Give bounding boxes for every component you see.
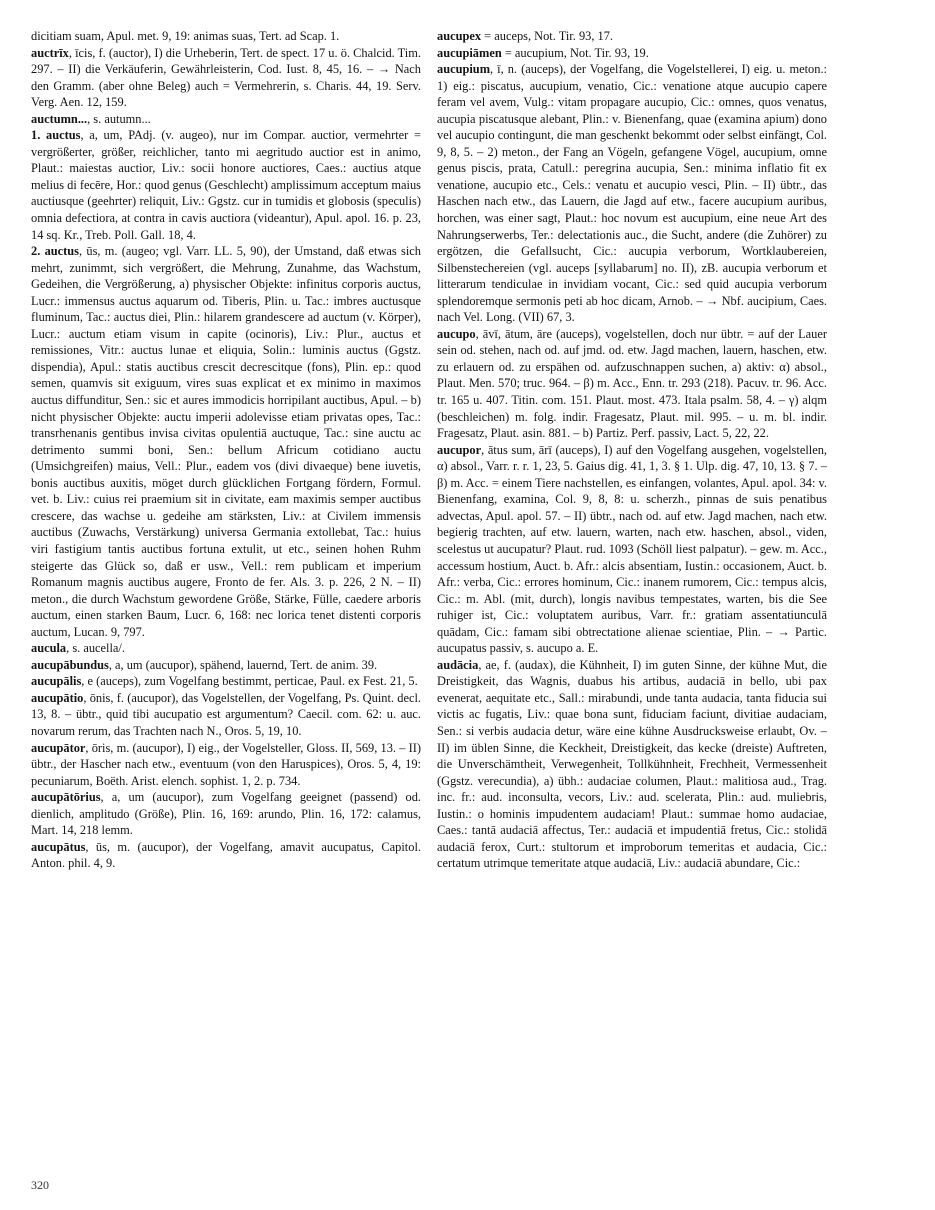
- dictionary-entry: [437, 442, 827, 657]
- dictionary-entry: [31, 45, 421, 111]
- entry-headword: 1. auctus: [31, 128, 81, 143]
- dictionary-entry: [437, 326, 827, 442]
- entry-text: , īcis, f. (auctor), I) die Urheberin, Tert. de spect. 17 u. ö. Chalcid. Tim. 297. – II) die Verkäuferin, Gewährleisterin, Cod. Iust. 8, 45, 16. – → Nach den Gramm. (aber ohne Beleg) auch = Vermehrerin, s. Charis. 44, 19. Serv. Verg. Aen. 12, 159.: [31, 45, 421, 110]
- entry-text: , s. aucella/.: [66, 641, 125, 656]
- dictionary-entry: [31, 839, 421, 872]
- entry-headword: aucupor: [437, 442, 482, 457]
- dictionary-entry: [31, 127, 421, 243]
- dictionary-entry: [31, 640, 421, 657]
- dictionary-entry: [31, 690, 421, 740]
- entry-text: , ae, f. (audax), die Kühnheit, I) im guten Sinne, der kühne Mut, die Dreistigkeit, das Wagnis, duabus his artibus, audaciā in bello, ubi pax evenerat, aequitate etc., Sall.: mirabundi, unde tanta audacia, tanta fiducia sui victis ac fugatis, Liv.: quae bona sunt, fiduciam faciunt, divitiae audaciam, Sen.: si verbis audacia detur, wäre eine kühne Ausdrucksweise erlaubt, Ov. – II) im üblen Sinne, die Keckheit, Dreistigkeit, das kecke (dreiste) Auftreten, die Unverschämtheit, Verwegenheit, Tollkühnheit, Frechheit, Vermessenheit (Ggstz. verecundia), a) übh.: audaciae columen, Plaut.: malitiosa aud., Trag. inc. fr.: aud. inconsulta, vecors, Liv.: aud. scelerata, Plin.: aud. muliebris, Iustin.: o hominis impudentem audaciam! Plaut.: summae homo audaciae, Caes.: tantā audaciā affectus, Ter.: audaciā et impudentiā fretus, Cic.: stolidā audaciā ferox, Curt.: stultorum et improborum temeritas et audacia, Cic.: certatum utrimque temeritate atque audaciā, Liv.: audaciā abundare, Cic.:: [437, 657, 827, 871]
- entry-headword: aucupātōrius: [31, 790, 101, 805]
- entry-text: , a, um (aucupor), zum Vogelfang geeignet (passend) od. dienlich, amplitudo (Größe), Plin. 16, 169: arundo, Plin. 16, 172: calamus, Mart. 14, 218 lemm.: [31, 790, 421, 838]
- entry-text: , a, um (aucupor), spähend, lauernd, Tert. de anim. 39.: [108, 657, 378, 672]
- dictionary-entry: [437, 45, 827, 62]
- entry-text: , ūs, m. (augeo; vgl. Varr. LL. 5, 90), der Umstand, daß etwas sich mehrt, zunimmt, sich vergrößert, die Mehrung, Zunahme, das Wachstum, Gedeihen, die Vergrößerung, a) physischer Objekte: infinitus corporis auctus, Lucr.: immensus auctus aquarum od. Tiberis, Plin. u. Tac.: imbres auctusque fluminum, Tac.: auctus diei, Plin.: hilarem grandescere ad auctum (v. Körper), Lucr.: auctum etiam visum in capite (ocinoris), Liv.: Plur., auctus et remissiones, Vitr.: auctus lunae et eliquia, Solin.: luminis auctus (Ggstz. dispendia), Apul.: statis auctibus crescit decrescitque (fons), Plin. ep.: quod semen, quamvis sit exiguum, vires suas explicat et ex minimo in maximos auctus diffunditur, Sen.: sic et aures immodicis horripilant auctibus, Apul. – b) nicht physischer Objekte: auctu imperii adolevisse etiam privatas opes, Tac.: transrhenanis gentibus invisa civitas opulentiā auctuque, Tac.: sine auctu ac detrimento summi boni, Sen.: bellum Africum cotidiano auctu (Umsichgreifen) maius, Vell.: Plur., eadem vos (divi divaeque) bene iuvetis, bonis auctibus auxitis, möget durch glücklichen Fortgang fördern, Formul. vet. b. Liv.: cuius rei praemium sit in civitate, eam maximis semper auctibus crescere, das wachse u. gedeihe am stärksten, Liv.: at Civilem immensis auctibus (Zuwachs, Verstärkung) universa Germania extollebat, Tac.: huius viri fastigium tantis auctibus fortuna extulit, ut etc., seinen hohen Ruhm steigerte das Glück so, daß er usw., Vell.: rem publicam et imperium Romanum magnis auctibus augere, Fronto de fer. Als. 3. p. 226, 2 N. – II) meton., die durch Wachstum gewordene Größe, Stärke, Fülle, caedere arboris auctum, einen starken Baum, Lucr. 6, 168: nec lorica tenet distenti corporis auctum, Lucan. 9, 797.: [31, 244, 421, 639]
- right-column: [437, 28, 827, 872]
- dictionary-entry: [31, 740, 421, 790]
- entry-headword: auctumn...: [31, 111, 88, 126]
- entry-text: , s. autumn...: [87, 111, 151, 126]
- dictionary-entry: [31, 657, 421, 674]
- entry-text: , ūs, m. (aucupor), der Vogelfang, amavit aucupatus, Capitol. Anton. phil. 4, 9.: [31, 839, 421, 871]
- entry-headword: aucupātus: [31, 839, 86, 854]
- dictionary-entry: [437, 61, 827, 326]
- entry-text: dicitiam suam, Apul. met. 9, 19: animas suas, Tert. ad Scap. 1.: [31, 29, 340, 43]
- dictionary-entry: [31, 28, 421, 45]
- left-column: [31, 28, 421, 872]
- entry-headword: aucupium: [437, 62, 491, 77]
- entry-text: , a, um, PAdj. (v. augeo), nur im Compar. auctior, vermehrter = vergrößerter, größer, reichlicher, tanto mi aegritudo auctior est in animo, Plaut.: maiestas auctior, Liv.: socii honore auctiores, Caes.: auctius atque melius di fecēre, Hor.: quod genus (Geschlecht) amplissimum acceptum maius auctiusque (geehrter) reliquit, Liv.: Ggstz. cur in tumidis et globosis (speculis) omnia defectiora, at contra in cavis auctiora (videantur), Apul. apol. 16. p. 23, 14 sq. Kr., Treb. Poll. Gall. 18, 4.: [31, 128, 421, 242]
- entry-text: , e (auceps), zum Vogelfang bestimmt, perticae, Paul. ex Fest. 21, 5.: [81, 674, 418, 689]
- entry-headword: audācia: [437, 657, 479, 672]
- entry-text: , ōris, m. (aucupor), I) eig., der Vogelsteller, Gloss. II, 569, 13. – II) übtr., der Hascher nach etw., eventuum (von den Haruspices), Oros. 5, 4, 19: pecuniarum, Boëth. Arist. elench. sophist. 1, 2. p. 734.: [31, 740, 421, 788]
- entry-headword: aucupātor: [31, 740, 86, 755]
- entry-headword: aucupālis: [31, 674, 82, 689]
- entry-headword: aucupiāmen: [437, 45, 502, 60]
- entry-text: , ī, n. (auceps), der Vogelfang, die Vogelstellerei, I) eig. u. meton.: 1) eig.: piscatus, aucupium, venatio, Cic.: venatione atque aucupio capere feram vel avem, Vulg.: vitam propagare aucupio, Cic.: omnes, quos venatus, aucupia piscatusque alebant, Plin.: v. Bienenfang, quae (examina apium) dono vel aucupio contingunt, die man geschenkt bekommt oder selbst einfängt, Col. 9, 8, 5. – 2) meton., der Fang an Vögeln, gefangene Vögel, aucupium, omne genus piscis, prata, Catull.: peregrina aucupia, Sen.: minima inflatio fit ex venatione, aucupio etc., Cels.: venatu et aucupio vesci, Plin. – II) übtr., das Haschen nach etw., das Lauern, die Jagd auf etw., facere aucupium auribus, horchen, was einer sagt, Plaut.: hoc novum est aucupium, eine neue Art des Nahrungserwerbs, Ter.: delectationis auc., die Sucht, andere (die Zuhörer) zu ergötzen, die Gefallsucht, Cic.: aucupia verborum, Wortklaubereien, Silbenstechereien (vgl. auceps [syllabarum] no. II), zB. aucupia verborum et litterarum tendiculae in invidiam vocant, Cic.: sed quid aucupia verborum splendoremque sermonis peti ab hoc dicam, Arnob. – → Nbf. aucipium, Caes. nach Vel. Long. (VII) 67, 3.: [437, 62, 827, 325]
- dictionary-entry: [437, 28, 827, 45]
- entry-text: = aucupium, Not. Tir. 93, 19.: [501, 45, 649, 60]
- entry-headword: aucula: [31, 641, 67, 656]
- entry-headword: aucupābundus: [31, 657, 109, 672]
- page-number: 320: [31, 1178, 49, 1192]
- dictionary-entry: [31, 111, 421, 128]
- dictionary-entry: [31, 243, 421, 640]
- entry-headword: aucupex: [437, 29, 482, 43]
- entry-headword: aucupo: [437, 326, 476, 341]
- entry-headword: 2. auctus: [31, 244, 79, 259]
- entry-headword: aucupātio: [31, 690, 84, 705]
- entry-headword: auctrīx: [31, 45, 69, 60]
- entry-text: = auceps, Not. Tir. 93, 17.: [481, 29, 614, 43]
- dictionary-entry: [31, 789, 421, 839]
- dictionary-entry: [437, 657, 827, 872]
- entry-text: , ātus sum, ārī (auceps), I) auf den Vogelfang ausgehen, vogelstellen, α) absol., Varr. r. r. 1, 23, 5. Gaius dig. 41, 1, 3. § 1. Ulp. dig. 47, 10, 13. § 7. – β) m. Acc. = einem Tiere nachstellen, es einfangen, volantes, Apul. apol. 34: v. Bienenfang, examina, Col. 9, 8, 8: u. scherzh., pinnas de suis penatibus advectas, Apul. apol. 57. – II) übtr., nach od. auf etw. Jagd machen, nach etw. begierig trachten, auf etw. lauern, warten, nach etw. haschen, absol., viden, scelestus ut aucupatur? Plaut. rud. 1093 (Schöll liest palpatur). – gew. m. Acc., accessum hostium, Auct. b. Afr.: alcis absentiam, Iustin.: occasionem, Auct. b. Afr.: verba, Cic.: errores hominum, Cic.: inanem rumorem, Cic.: tempus alcis, Cic.: m. Abl. (mit, durch), longis navibus tempestates, warten, bis die See ruhiger ist, Cic.: voluptatem auribus, Varr. fr.: gratiam assentatiunculā quādam, Cic.: famam sibi obtrectatione alienae scientiae, Plin. – → Partic. aucupatus passiv, s. aucupo a. E.: [437, 442, 827, 656]
- entry-text: , ōnis, f. (aucupor), das Vogelstellen, der Vogelfang, Ps. Quint. decl. 13, 8. – übtr., quid tibi aucupatio est argumentum? Caecil. com. 62: u. auc. novarum rerum, das Trachten nach N., Oros. 5, 19, 10.: [31, 690, 421, 738]
- entry-text: , āvī, ātum, āre (auceps), vogelstellen, doch nur übtr. = auf der Lauer sein od. stehen, nach od. auf jmd. od. etw. Jagd machen, lauern, haschen, etw. zu erlauern od. zu erspähen od. aufzuschnappen suchen, a) aktiv: α) absol., Plaut. Men. 570; truc. 964. – β) m. Acc., Enn. tr. 293 (218). Pacuv. tr. 96. Acc. tr. 165 u. 407. Titin. com. 151. Plaut. most. 473. Itala psalm. 58, 4. – γ) alqm (beschleichen) m. folg. indir. Fragesatz, Plaut. mil. 995. – u. m. bl. indir. Fragesatz, Plaut. asin. 881. – b) Partiz. Perf. passiv, Lact. 5, 22, 22.: [437, 326, 827, 441]
- dictionary-entry: [31, 673, 421, 690]
